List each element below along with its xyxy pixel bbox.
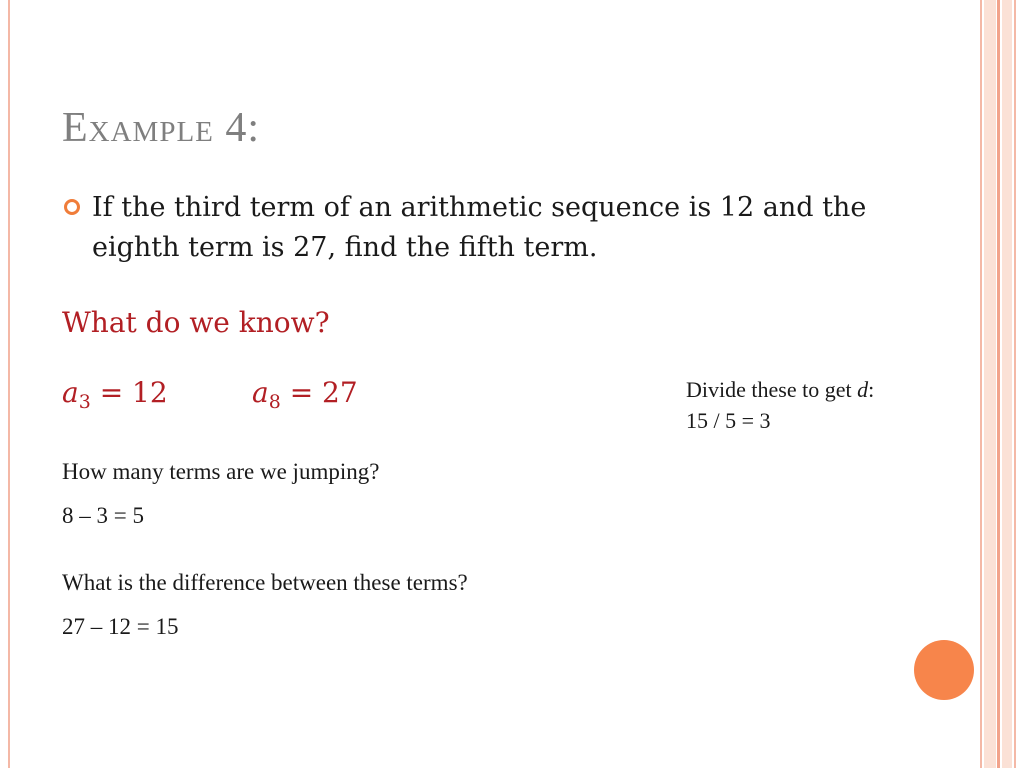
side-note-prefix: Divide these to get	[686, 377, 858, 402]
stripe	[984, 0, 996, 768]
orange-circle-decoration	[914, 640, 974, 700]
equation-subscript: 3	[78, 391, 91, 413]
side-note-line1	[686, 374, 874, 405]
question-jumping: How many terms are we jumping?	[62, 459, 380, 484]
know-heading: What do we know?	[62, 306, 330, 339]
stripe	[1014, 0, 1016, 768]
right-border-stripes	[976, 0, 1024, 768]
answer-jumping: 8 – 3 = 5	[62, 503, 144, 528]
orange-ring-bullet-icon	[64, 199, 80, 215]
question-difference: What is the difference between these terms?	[62, 570, 468, 595]
equation-value: = 12	[90, 376, 168, 409]
left-border-line	[8, 0, 10, 768]
side-note-suffix: :	[868, 377, 875, 402]
equation-variable: a	[252, 376, 269, 409]
side-note	[686, 374, 874, 436]
equation-subscript: 8	[268, 391, 281, 413]
equation-a8	[252, 376, 358, 413]
stripe	[980, 0, 982, 768]
answer-difference: 27 – 12 = 15	[62, 614, 179, 639]
equation-variable: a	[62, 376, 79, 409]
stripe	[997, 0, 1000, 768]
equation-value: = 27	[280, 376, 358, 409]
side-note-line2: 15 / 5 = 3	[686, 408, 771, 433]
slide-title: Example 4:	[62, 105, 261, 151]
side-note-variable: d	[857, 377, 869, 402]
bullet-text: If the third term of an arithmetic sequence is 12 and the eighth term is 27, find the fifth term.	[92, 192, 867, 263]
stripe	[1002, 0, 1012, 768]
equation-a3	[62, 376, 168, 413]
